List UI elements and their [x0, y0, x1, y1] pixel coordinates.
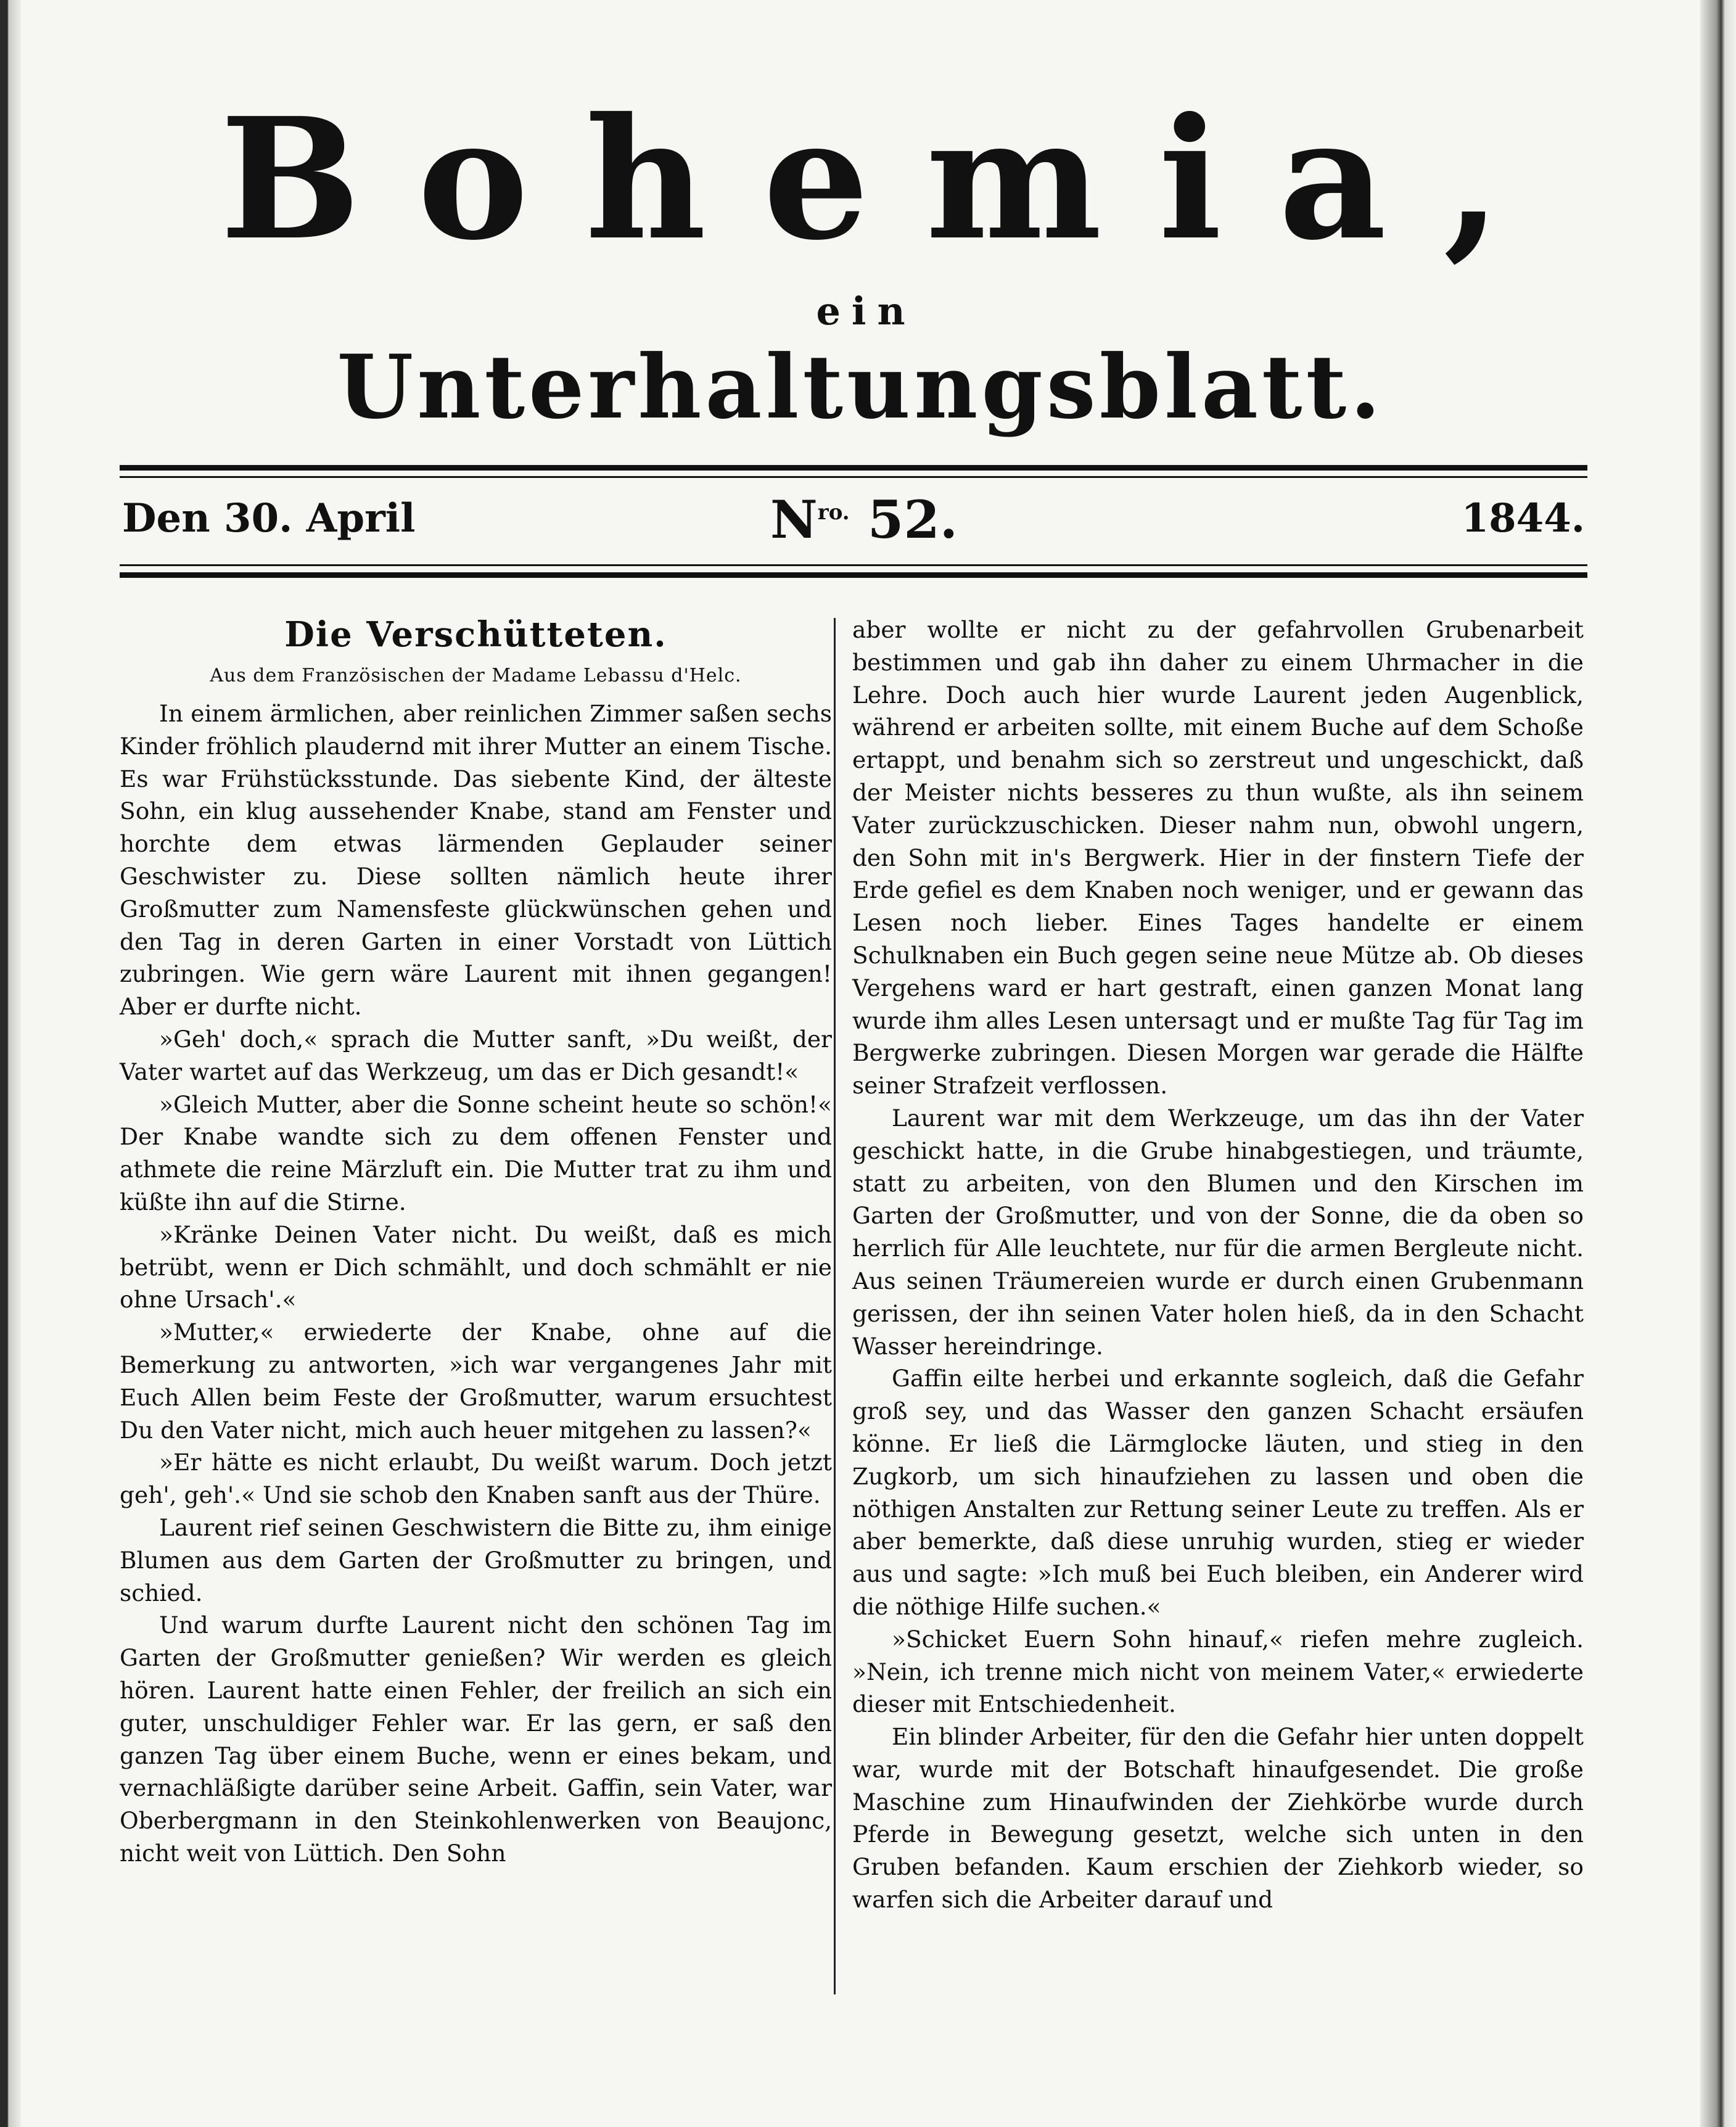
book-binding-right — [1700, 0, 1736, 2127]
rule-top-thick — [120, 465, 1587, 471]
dateline — [120, 489, 1587, 550]
rule-bottom-thick — [120, 572, 1587, 578]
paragraph: Ein blinder Arbeiter, für den die Gefahr hier unten doppelt war, wurde mit der Botschaft hinaufgesendet. Die große Maschine zum Hinaufwinden der Ziehkörbe wurde durch Pferde in Bewegung gesetzt, welche sich unten in den Gruben befanden. Kaum erschien der Ziehkorb wieder, so warfen sich die Arbeiter darauf und — [852, 1723, 1584, 1914]
paragraph: Und warum durfte Laurent nicht den schönen Tag im Garten der Großmutter genießen? Wir werden es gleich hören. Laurent hatte einen Fehler, der freilich an sich ein guter, unschuldiger Fehler war. Er las gern, er saß den ganzen Tag über einem Buche, wenn er eines bekam, und vernachläßigte darüber seine Arbeit. Gaffin, sein Vater, war Oberbergmann in den Steinkohlenwerken von Beaujonc, nicht weit von Lüttich. Den Sohn — [120, 1611, 832, 1867]
column-right — [852, 614, 1584, 1916]
paragraph: In einem ärmlichen, aber reinlichen Zimmer saßen sechs Kinder fröhlich plaudernd mit ihrer Mutter an einem Tische. Es war Frühstücksstunde. Das siebente Kind, der älteste Sohn, ein klug aussehender Knabe, stand am Fenster und horchte dem etwas lärmenden Geplauder seiner Geschwister zu. Diese sollten nämlich heute ihrer Großmutter zum Namensfeste glückwünschen gehen und den Tag in deren Garten in einer Vorstadt von Lüttich zubringen. Wie gern wäre Laurent mit ihnen gegangen! Aber er durfte nicht. — [120, 700, 832, 1021]
paragraph: »Er hätte es nicht erlaubt, Du weißt warum. Doch jetzt geh', geh'.« Und sie schob den Knaben sanft aus der Thüre. — [120, 1449, 832, 1509]
paragraph: »Kränke Deinen Vater nicht. Du weißt, daß es mich betrübt, wenn er Dich schmählt, und doch schmählt er nie ohne Ursach'.« — [120, 1220, 832, 1314]
column-left — [120, 614, 832, 1870]
paragraph: »Gleich Mutter, aber die Sonne scheint heute so schön!« Der Knabe wandte sich zu dem offenen Fenster und athmete die reine Märzluft ein. Die Mutter trat zu ihm und küßte ihn auf die Stirne. — [120, 1090, 832, 1216]
paragraph: Gaffin eilte herbei und erkannte sogleich, daß die Gefahr groß sey, und das Wasser den ganzen Schacht ersäufen könne. Er ließ die Lärmglocke läuten, und stieg in den Zugkorb, um sich hinaufziehen zu lassen und oben die nöthigen Anstalten zur Rettung seiner Leute zu treffen. Als er aber bemerkte, daß diese unruhig wurden, stieg er wieder aus und sagte: »Ich muß bei Euch bleiben, ein Anderer wird die nöthige Hilfe suchen.« — [852, 1365, 1584, 1620]
paragraph: »Geh' doch,« sprach die Mutter sanft, »Du weißt, der Vater wartet auf das Werkzeug, um das er Dich gesandt!« — [120, 1025, 832, 1085]
newspaper-page — [21, 0, 1700, 2127]
paragraph: Laurent war mit dem Werkzeuge, um das ihn der Vater geschickt hatte, in die Grube hinabgestiegen, und träumte, statt zu arbeiten, von den Blumen und den Kirschen im Garten der Großmutter, und von der Sonne, die da oben so herrlich für Alle leuchtete, nur für die armen Bergleute nicht. Aus seinen Träumereien wurde er durch einen Grubenmann gerissen, der ihn seinen Vater holen hieß, da in den Schacht Wasser hereindringe. — [852, 1104, 1584, 1360]
masthead-ein: ein — [816, 289, 916, 334]
article-title: Die Verschütteten. — [284, 614, 667, 655]
issue-number-sup: ro. — [817, 500, 850, 525]
issue-year: 1844. — [1461, 495, 1585, 541]
issue-date: Den 30. April — [122, 495, 416, 541]
book-binding-left — [0, 0, 21, 2127]
masthead-title: Bohemia, — [220, 81, 1558, 277]
rule-bottom-thin — [120, 564, 1587, 566]
rule-top-thin — [120, 476, 1587, 478]
paragraph: »Schicket Euern Sohn hinauf,« riefen mehre zugleich. »Nein, ich trenne mich nicht von meinem Vater,« erwiederte dieser mit Entschiedenheit. — [852, 1625, 1584, 1718]
article-source: Aus dem Französischen der Madame Lebassu d'Helc. — [210, 665, 742, 686]
paragraph: Laurent rief seinen Geschwistern die Bitte zu, ihm einige Blumen aus dem Garten der Großmutter zu bringen, und schied. — [120, 1513, 832, 1607]
masthead-subtitle: Unterhaltungsblatt. — [337, 336, 1384, 438]
column-divider — [834, 618, 836, 1994]
issue-number-value: 52. — [867, 489, 958, 550]
paragraph: »Mutter,« erwiederte der Knabe, ohne auf die Bemerkung zu antworten, »ich war vergangenes Jahr mit Euch Allen beim Feste der Großmutter, warum ersuchtest Du den Vater nicht, mich auch heuer mitgehen zu lassen?« — [120, 1319, 832, 1444]
issue-number-prefix: N — [770, 489, 818, 550]
issue-number — [770, 489, 958, 550]
paragraph-continued: aber wollte er nicht zu der gefahrvollen Grubenarbeit bestimmen und gab ihn daher zu einem Uhrmacher in die Lehre. Doch auch hier wurde Laurent jeden Augenblick, während er arbeiten sollte, mit einem Buche auf dem Schoße ertappt, und benahm sich so zerstreut und ungeschickt, daß der Meister nichts besseres zu thun wußte, als ihn seinem Vater zurückzuschicken. Dieser nahm nun, obwohl ungern, den Sohn mit in's Bergwerk. Hier in der finstern Tiefe der Erde gefiel es dem Knaben noch weniger, und er gewann das Lesen noch lieber. Eines Tages handelte er einem Schulknaben ein Buch gegen seine neue Mütze ab. Ob dieses Vergehens ward er hart gestraft, einen ganzen Monat lang wurde ihm alles Lesen untersagt und er mußte Tag für Tag im Bergwerke zubringen. Diesen Morgen war gerade die Hälfte seiner Strafzeit verflossen. — [852, 616, 1584, 1100]
